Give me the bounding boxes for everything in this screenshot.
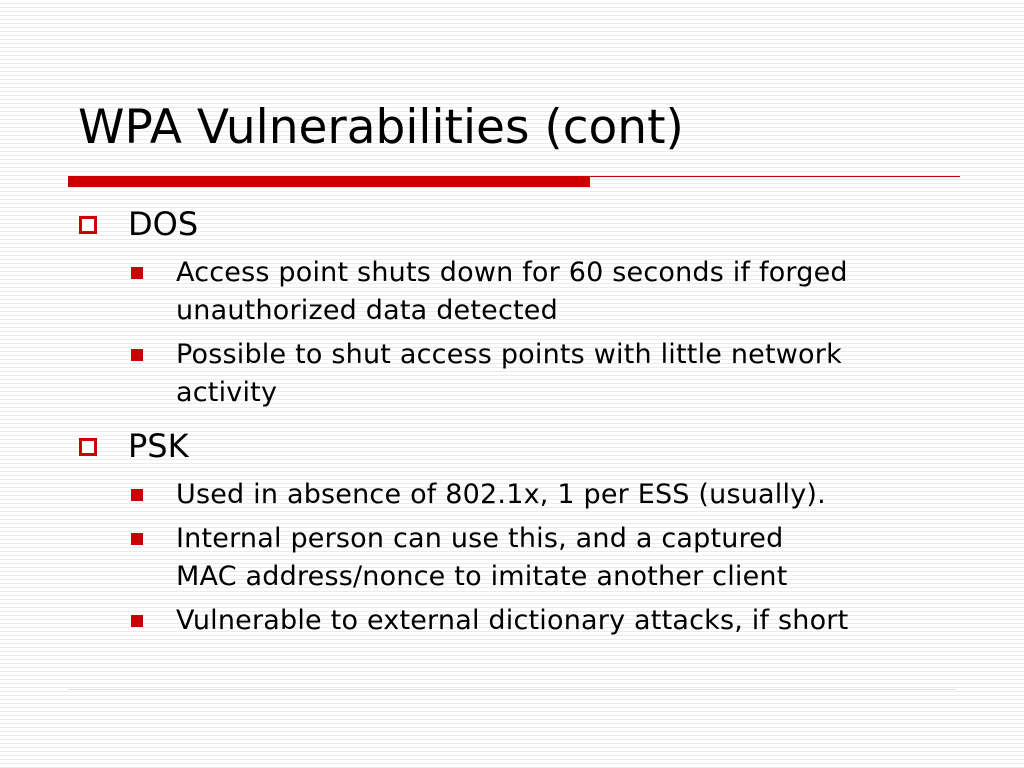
slide-title: WPA Vulnerabilities (cont) <box>78 100 684 155</box>
footer-divider <box>68 689 956 690</box>
bullet-label: PSK <box>128 427 189 465</box>
filled-square-bullet-icon <box>131 489 143 501</box>
title-underline-thick <box>68 176 590 187</box>
sub-bullet-line: Possible to shut access points with little network <box>176 339 842 370</box>
sub-bullet-list <box>76 254 966 412</box>
filled-square-bullet-icon <box>131 533 143 545</box>
sub-bullet <box>76 254 966 330</box>
bullet-dos <box>76 200 966 248</box>
sub-bullet-line: MAC address/nonce to imitate another client <box>176 561 788 592</box>
bullet-psk <box>76 422 966 470</box>
filled-square-bullet-icon <box>131 349 143 361</box>
sub-bullet-line: Used in absence of 802.1x, 1 per ESS (usually). <box>176 479 826 510</box>
sub-bullet <box>76 520 966 596</box>
hollow-square-bullet-icon <box>79 216 97 234</box>
sub-bullet <box>76 602 966 640</box>
sub-bullet-line: activity <box>176 377 278 408</box>
sub-bullet-line: Access point shuts down for 60 seconds if forged <box>176 257 848 288</box>
sub-bullet-line: Internal person can use this, and a captured <box>176 523 784 554</box>
title-underline-thin <box>590 176 960 177</box>
sub-bullet <box>76 336 966 412</box>
bullet-label: DOS <box>128 205 199 243</box>
filled-square-bullet-icon <box>131 615 143 627</box>
sub-bullet <box>76 476 966 514</box>
slide-content <box>76 200 966 646</box>
hollow-square-bullet-icon <box>79 438 97 456</box>
sub-bullet-line: Vulnerable to external dictionary attacks, if short <box>176 605 849 636</box>
filled-square-bullet-icon <box>131 267 143 279</box>
sub-bullet-line: unauthorized data detected <box>176 295 558 326</box>
sub-bullet-list <box>76 476 966 640</box>
